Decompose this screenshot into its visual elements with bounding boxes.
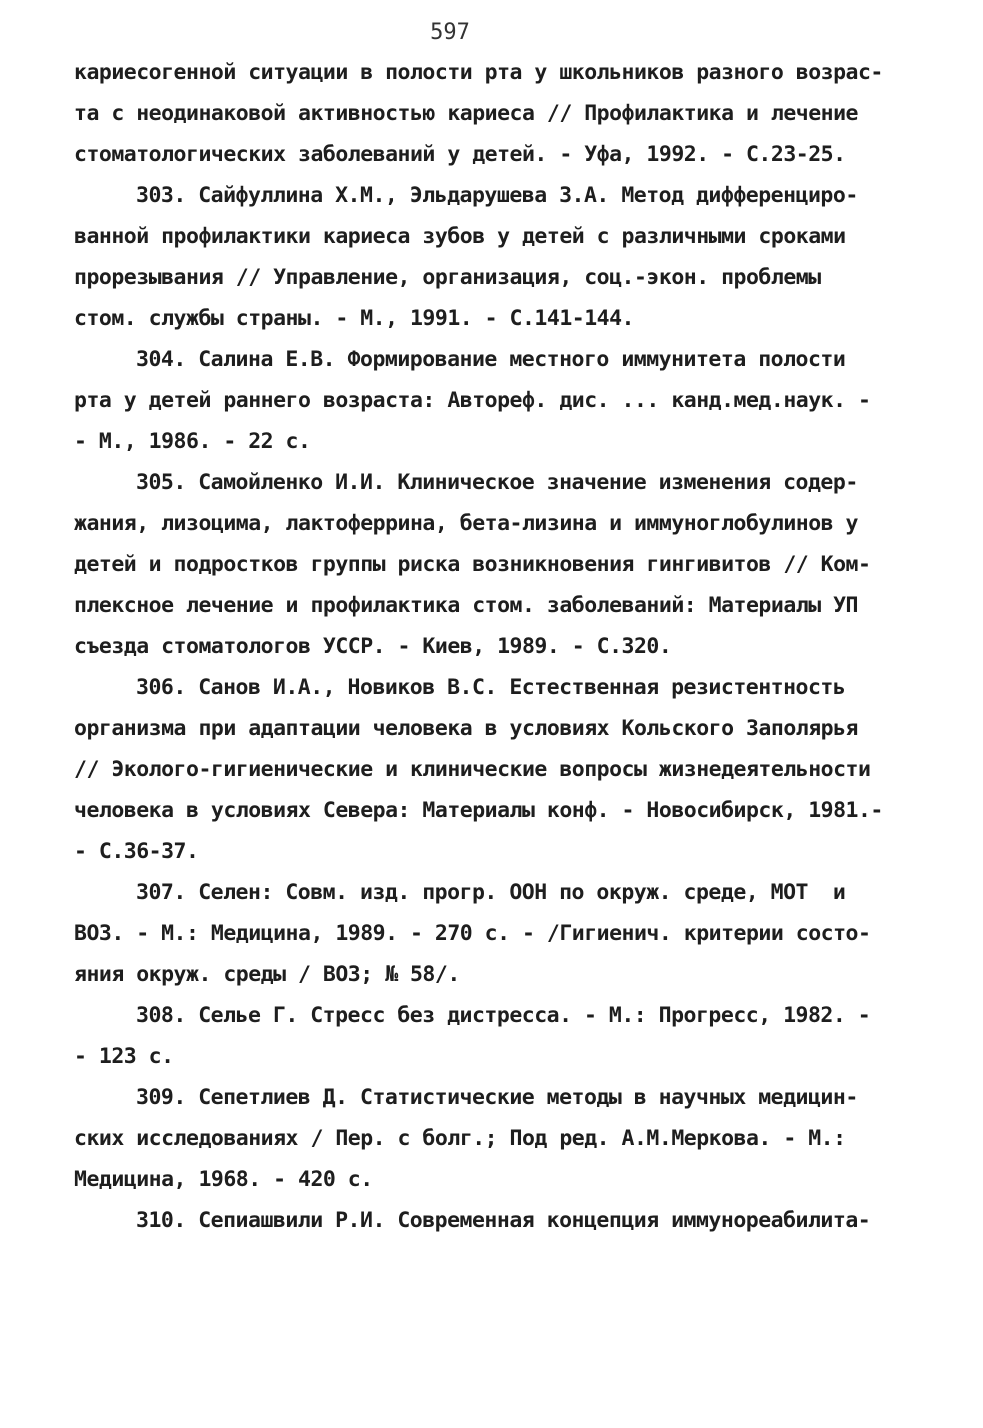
- text-line: ВОЗ. - М.: Медицина, 1989. - 270 с. - /Гигиенич. критерии состо-: [74, 921, 871, 946]
- text-line: Медицина, 1968. - 420 с.: [74, 1167, 373, 1192]
- entry-first-line: 308. Селье Г. Стресс без дистресса. - М.: Прогресс, 1982. -: [136, 1003, 871, 1028]
- text-line: - М., 1986. - 22 с.: [74, 429, 311, 454]
- text-line: ванной профилактики кариеса зубов у детей с различными сроками: [74, 224, 846, 249]
- text-line: прорезывания // Управление, организация, соц.-экон. проблемы: [74, 265, 821, 290]
- text-line: - С.36-37.: [74, 839, 199, 864]
- bibliography-entry: [74, 1200, 934, 1241]
- text-line: рта у детей раннего возраста: Автореф. дис. ... канд.мед.наук. -: [74, 388, 871, 413]
- text-line: стом. службы страны. - М., 1991. - С.141-144.: [74, 306, 634, 331]
- text-line: организма при адаптации человека в условиях Кольского Заполярья: [74, 716, 858, 741]
- text-line: - 123 с.: [74, 1044, 174, 1069]
- text-line: // Эколого-гигиенические и клинические вопросы жизнедеятельности: [74, 757, 871, 782]
- bibliography-text: [74, 52, 934, 1241]
- bibliography-entry: [74, 872, 934, 995]
- text-line: жания, лизоцима, лактоферрина, бета-лизина и иммуноглобулинов у: [74, 511, 858, 536]
- bibliography-entry: [74, 462, 934, 667]
- bibliography-entry: [74, 1077, 934, 1200]
- text-line: стоматологических заболеваний у детей. - Уфа, 1992. - С.23-25.: [74, 142, 846, 167]
- entry-first-line: 304. Салина Е.В. Формирование местного иммунитета полости: [136, 347, 846, 372]
- entry-first-line: 310. Сепиашвили Р.И. Современная концепция иммунореабилита-: [136, 1208, 871, 1233]
- bibliography-entry: [74, 995, 934, 1077]
- text-line: кариесогенной ситуации в полости рта у школьников разного возрас-: [74, 60, 883, 85]
- text-line: съезда стоматологов УССР. - Киев, 1989. - С.320.: [74, 634, 672, 659]
- entry-first-line: 306. Санов И.А., Новиков В.С. Естественная резистентность: [136, 675, 846, 700]
- page-number: 597: [430, 20, 470, 45]
- text-line: яния окруж. среды / ВОЗ; № 58/.: [74, 962, 460, 987]
- entry-first-line: 309. Сепетлиев Д. Статистические методы в научных медицин-: [136, 1085, 858, 1110]
- text-line: та с неодинаковой активностью кариеса // Профилактика и лечение: [74, 101, 858, 126]
- text-line: человека в условиях Севера: Материалы конф. - Новосибирск, 1981.-: [74, 798, 883, 823]
- entry-first-line: 307. Селен: Совм. изд. прогр. ООН по окруж. среде, МОТ и: [136, 880, 846, 905]
- text-line: ских исследованиях / Пер. с болг.; Под ред. А.М.Меркова. - М.:: [74, 1126, 846, 1151]
- text-line: плексное лечение и профилактика стом. заболеваний: Материалы УП: [74, 593, 858, 618]
- entry-first-line: 303. Сайфуллина Х.М., Эльдарушева З.А. Метод дифференциро-: [136, 183, 858, 208]
- entry-first-line: 305. Самойленко И.И. Клиническое значение изменения содер-: [136, 470, 858, 495]
- bibliography-entry: [74, 52, 934, 175]
- bibliography-entry: [74, 667, 934, 872]
- bibliography-entry: [74, 175, 934, 339]
- bibliography-entry: [74, 339, 934, 462]
- text-line: детей и подростков группы риска возникновения гингивитов // Ком-: [74, 552, 871, 577]
